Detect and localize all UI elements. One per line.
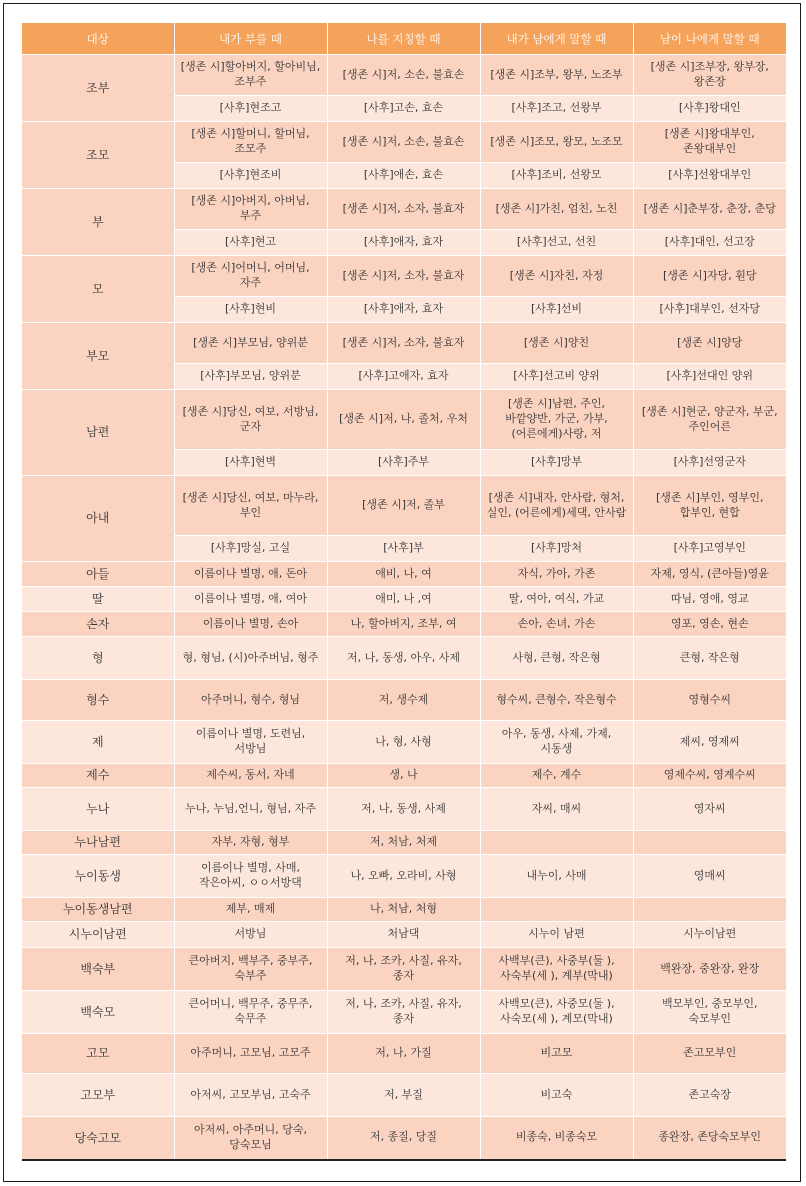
subject-cell: 제 [22, 721, 174, 764]
table-row [22, 898, 786, 922]
term-cell-from-others: [생존 시]현군, 양군자, 부군, 주인어른 [633, 390, 786, 450]
term-cell-from-others: 영포, 영손, 현손 [633, 612, 786, 637]
table-row [22, 831, 786, 855]
subject-cell: 백숙모 [22, 991, 174, 1034]
term-cell-self: [생존 시]저, 소자, 불효자 [327, 323, 480, 364]
subject-cell: 누이동생 [22, 855, 174, 898]
subject-cell: 부 [22, 189, 174, 256]
term-cell-self: [사후]주부 [327, 450, 480, 476]
term-cell-self: [사후]고애자, 효자 [327, 364, 480, 390]
term-cell-to-others: [사후]조비, 선왕모 [480, 163, 633, 189]
table-row [22, 1117, 786, 1160]
table-row [22, 390, 786, 450]
subject-cell: 조부 [22, 55, 174, 122]
term-cell-from-others: [사후]선대인 양위 [633, 364, 786, 390]
table-row [22, 922, 786, 948]
term-cell-self: 나, 형, 사형 [327, 721, 480, 764]
term-cell-to-others: [생존 시]남편, 주인, 바깥양반, 가군, 가부, (어른에게)사랑, 저 [480, 390, 633, 450]
table-row [22, 855, 786, 898]
term-cell-self: [사후]부 [327, 536, 480, 562]
term-cell-self: [생존 시]저, 소손, 불효손 [327, 122, 480, 163]
term-cell-to-others [480, 898, 633, 922]
subject-cell: 고모부 [22, 1074, 174, 1117]
term-cell-call: 형, 형님, (시)아주버님, 형주 [174, 637, 327, 680]
term-cell-call: [생존 시]아버지, 아버님, 부주 [174, 189, 327, 230]
term-cell-call: 이름이나 별명, 애, 돈아 [174, 562, 327, 587]
table-row [22, 991, 786, 1034]
subject-cell: 시누이남편 [22, 922, 174, 948]
term-cell-to-others: 손아, 손녀, 가손 [480, 612, 633, 637]
subject-cell: 조모 [22, 122, 174, 189]
term-cell-call: 큰어머니, 백무주, 중무주, 숙무주 [174, 991, 327, 1034]
term-cell-from-others: [사후]선영군자 [633, 450, 786, 476]
term-cell-from-others: 백모부인, 중모부인, 숙모부인 [633, 991, 786, 1034]
term-cell-self: 저, 나, 조카, 사질, 유자, 종자 [327, 948, 480, 991]
term-cell-self: 애비, 나, 여 [327, 562, 480, 587]
table-row [22, 612, 786, 637]
term-cell-self: [사후]고손, 효손 [327, 96, 480, 122]
document-page [3, 3, 801, 1182]
table-row [22, 323, 786, 364]
term-cell-to-others: [사후]선비 [480, 297, 633, 323]
table-row [22, 476, 786, 536]
term-cell-from-others: 영매씨 [633, 855, 786, 898]
table-row [22, 189, 786, 230]
term-cell-from-others: 자제, 영식, (큰아들)영윤 [633, 562, 786, 587]
header-self-reference: 나를 지칭할 때 [327, 23, 480, 55]
header-subject: 대상 [22, 23, 174, 55]
term-cell-call: 아주머니, 고모님, 고모주 [174, 1034, 327, 1074]
subject-cell: 아들 [22, 562, 174, 587]
term-cell-from-others: 종완장, 존당숙모부인 [633, 1117, 786, 1160]
term-cell-self: [생존 시]저, 소자, 불효자 [327, 189, 480, 230]
subject-cell: 아내 [22, 476, 174, 562]
term-cell-call: 누나, 누님,언니, 형님, 자주 [174, 788, 327, 831]
table-row [22, 587, 786, 612]
term-cell-call: [사후]현조비 [174, 163, 327, 189]
term-cell-self: 저, 나, 동생, 사제 [327, 788, 480, 831]
table-row [22, 721, 786, 764]
subject-cell: 형 [22, 637, 174, 680]
term-cell-from-others: [생존 시]왕대부인, 존왕대부인 [633, 122, 786, 163]
subject-cell: 딸 [22, 587, 174, 612]
term-cell-to-others: 제수, 계수 [480, 764, 633, 788]
term-cell-to-others: 딸, 여아, 여식, 가교 [480, 587, 633, 612]
term-cell-call: [생존 시]당신, 여보, 마누라, 부인 [174, 476, 327, 536]
term-cell-self: 저, 생수제 [327, 680, 480, 721]
term-cell-to-others: [생존 시]양친 [480, 323, 633, 364]
header-speaking-to-others: 내가 남에게 말할 때 [480, 23, 633, 55]
subject-cell: 제수 [22, 764, 174, 788]
term-cell-call: 제수씨, 동서, 자네 [174, 764, 327, 788]
term-cell-call: [사후]현조고 [174, 96, 327, 122]
term-cell-call: 이름이나 별명, 도련님, 서방님 [174, 721, 327, 764]
term-cell-from-others: 제씨, 영제씨 [633, 721, 786, 764]
subject-cell: 당숙고모 [22, 1117, 174, 1160]
subject-cell: 누나 [22, 788, 174, 831]
term-cell-self: [사후]애자, 효자 [327, 230, 480, 256]
term-cell-call: [사후]부모님, 양위분 [174, 364, 327, 390]
term-cell-call: 아저씨, 아주머니, 당숙, 당숙모님 [174, 1117, 327, 1160]
term-cell-from-others: [사후]대인, 선고장 [633, 230, 786, 256]
term-cell-self: 저, 처남, 처제 [327, 831, 480, 855]
term-cell-call: [생존 시]당신, 여보, 서방님, 군자 [174, 390, 327, 450]
term-cell-to-others: [생존 시]내자, 안사람, 형처, 실인, (어른에게)세댁, 안사람 [480, 476, 633, 536]
term-cell-from-others: [생존 시]자당, 훤당 [633, 256, 786, 297]
term-cell-call: 아저씨, 고모부님, 고숙주 [174, 1074, 327, 1117]
term-cell-self: [생존 시]저, 졸부 [327, 476, 480, 536]
term-cell-from-others: 시누이남편 [633, 922, 786, 948]
table-row [22, 948, 786, 991]
term-cell-self: [사후]애손, 효손 [327, 163, 480, 189]
subject-cell: 고모 [22, 1034, 174, 1074]
table-header-row [22, 23, 786, 55]
term-cell-call: 서방님 [174, 922, 327, 948]
term-cell-call: 이름이나 별명, 사매, 작은아씨, ㅇㅇ서방댁 [174, 855, 327, 898]
term-cell-from-others: [생존 시]양당 [633, 323, 786, 364]
term-cell-call: 이름이나 별명, 손아 [174, 612, 327, 637]
term-cell-self: 저, 부질 [327, 1074, 480, 1117]
term-cell-to-others: 형수씨, 큰형수, 작은형수 [480, 680, 633, 721]
term-cell-to-others: [사후]망처 [480, 536, 633, 562]
subject-cell: 남편 [22, 390, 174, 476]
term-cell-to-others: [생존 시]자친, 자정 [480, 256, 633, 297]
term-cell-to-others: 사백모(큰), 사중모(둘 ), 사숙모(세 ), 계모(막내) [480, 991, 633, 1034]
term-cell-from-others: 영자씨 [633, 788, 786, 831]
term-cell-to-others: 아우, 동생, 사제, 가제, 시동생 [480, 721, 633, 764]
term-cell-to-others: [생존 시]조부, 왕부, 노조부 [480, 55, 633, 96]
term-cell-to-others: [사후]선고, 선친 [480, 230, 633, 256]
subject-cell: 손자 [22, 612, 174, 637]
term-cell-to-others: [생존 시]가친, 엄친, 노친 [480, 189, 633, 230]
term-cell-to-others: 비고숙 [480, 1074, 633, 1117]
term-cell-self: 저, 종질, 당질 [327, 1117, 480, 1160]
term-cell-from-others: [생존 시]춘부장, 춘장, 춘당 [633, 189, 786, 230]
term-cell-from-others: 따님, 영애, 영교 [633, 587, 786, 612]
term-cell-to-others: 자씨, 매씨 [480, 788, 633, 831]
term-cell-to-others [480, 831, 633, 855]
term-cell-call: 큰아버지, 백부주, 중부주, 숙부주 [174, 948, 327, 991]
term-cell-self: 저, 나, 조카, 사질, 유자, 종자 [327, 991, 480, 1034]
header-others-speaking-to-me: 남이 나에게 말할 때 [633, 23, 786, 55]
term-cell-to-others: [사후]망부 [480, 450, 633, 476]
term-cell-from-others: 백완장, 중완장, 완장 [633, 948, 786, 991]
term-cell-self: [사후]애자, 효자 [327, 297, 480, 323]
term-cell-to-others: 사형, 큰형, 작은형 [480, 637, 633, 680]
term-cell-from-others [633, 831, 786, 855]
term-cell-call: 아주머니, 형수, 형님 [174, 680, 327, 721]
term-cell-self: [생존 시]저, 나, 졸처, 우처 [327, 390, 480, 450]
table-body [22, 55, 786, 1160]
subject-cell: 모 [22, 256, 174, 323]
term-cell-to-others: 비종숙, 비종숙모 [480, 1117, 633, 1160]
term-cell-call: [생존 시]할아버지, 할아비님, 조부주 [174, 55, 327, 96]
table-row [22, 256, 786, 297]
table-row [22, 680, 786, 721]
term-cell-self: 나, 할아버지, 조부, 여 [327, 612, 480, 637]
term-cell-self: 애미, 나 ,여 [327, 587, 480, 612]
term-cell-from-others: [생존 시]부인, 영부인, 합부인, 현합 [633, 476, 786, 536]
term-cell-to-others: [사후]선고비 양위 [480, 364, 633, 390]
term-cell-self: 나, 오빠, 오라비, 사형 [327, 855, 480, 898]
term-cell-to-others: 내누이, 사매 [480, 855, 633, 898]
table-row [22, 788, 786, 831]
term-cell-call: [사후]망실, 고실 [174, 536, 327, 562]
term-cell-self: 생, 나 [327, 764, 480, 788]
term-cell-to-others: 자식, 가아, 가존 [480, 562, 633, 587]
term-cell-to-others: 시누이 남편 [480, 922, 633, 948]
term-cell-from-others: 존고숙장 [633, 1074, 786, 1117]
term-cell-from-others: 존고모부인 [633, 1034, 786, 1074]
term-cell-from-others: 영형수씨 [633, 680, 786, 721]
term-cell-self: 나, 처남, 처형 [327, 898, 480, 922]
table-row [22, 55, 786, 96]
term-cell-to-others: [사후]조고, 선왕부 [480, 96, 633, 122]
table-row [22, 122, 786, 163]
term-cell-from-others [633, 898, 786, 922]
table-row [22, 1034, 786, 1074]
term-cell-from-others: 큰형, 작은형 [633, 637, 786, 680]
table-row [22, 1074, 786, 1117]
header-calling: 내가 부를 때 [174, 23, 327, 55]
subject-cell: 누나남편 [22, 831, 174, 855]
term-cell-from-others: [사후]고영부인 [633, 536, 786, 562]
term-cell-call: [생존 시]할머니, 할머님, 조모주 [174, 122, 327, 163]
term-cell-from-others: [사후]왕대인 [633, 96, 786, 122]
subject-cell: 부모 [22, 323, 174, 390]
subject-cell: 형수 [22, 680, 174, 721]
term-cell-self: 저, 나, 동생, 아우, 사제 [327, 637, 480, 680]
term-cell-call: 자부, 자형, 형부 [174, 831, 327, 855]
term-cell-call: 제부, 매제 [174, 898, 327, 922]
table-row [22, 637, 786, 680]
term-cell-from-others: [사후]대부인, 선자당 [633, 297, 786, 323]
subject-cell: 백숙부 [22, 948, 174, 991]
term-cell-to-others: [생존 시]조모, 왕모, 노조모 [480, 122, 633, 163]
term-cell-from-others: [사후]선왕대부인 [633, 163, 786, 189]
term-cell-from-others: 영제수씨, 영계수씨 [633, 764, 786, 788]
term-cell-self: [생존 시]저, 소자, 불효자 [327, 256, 480, 297]
term-cell-call: [사후]현벽 [174, 450, 327, 476]
term-cell-call: [생존 시]부모님, 양위분 [174, 323, 327, 364]
subject-cell: 누이동생남편 [22, 898, 174, 922]
term-cell-self: 저, 나, 가질 [327, 1034, 480, 1074]
term-cell-to-others: 비고모 [480, 1034, 633, 1074]
term-cell-call: [생존 시]어머니, 어머님, 자주 [174, 256, 327, 297]
term-cell-from-others: [생존 시]조부장, 왕부장, 왕존장 [633, 55, 786, 96]
term-cell-to-others: 사백부(큰), 사중부(둘 ), 사숙부(세 ), 계부(막내) [480, 948, 633, 991]
term-cell-self: 처남댁 [327, 922, 480, 948]
table-row [22, 764, 786, 788]
term-cell-self: [생존 시]저, 소손, 불효손 [327, 55, 480, 96]
kinship-terms-table [22, 23, 786, 1161]
term-cell-call: [사후]현고 [174, 230, 327, 256]
table-row [22, 562, 786, 587]
term-cell-call: 이름이나 별명, 애, 여아 [174, 587, 327, 612]
term-cell-call: [사후]현비 [174, 297, 327, 323]
